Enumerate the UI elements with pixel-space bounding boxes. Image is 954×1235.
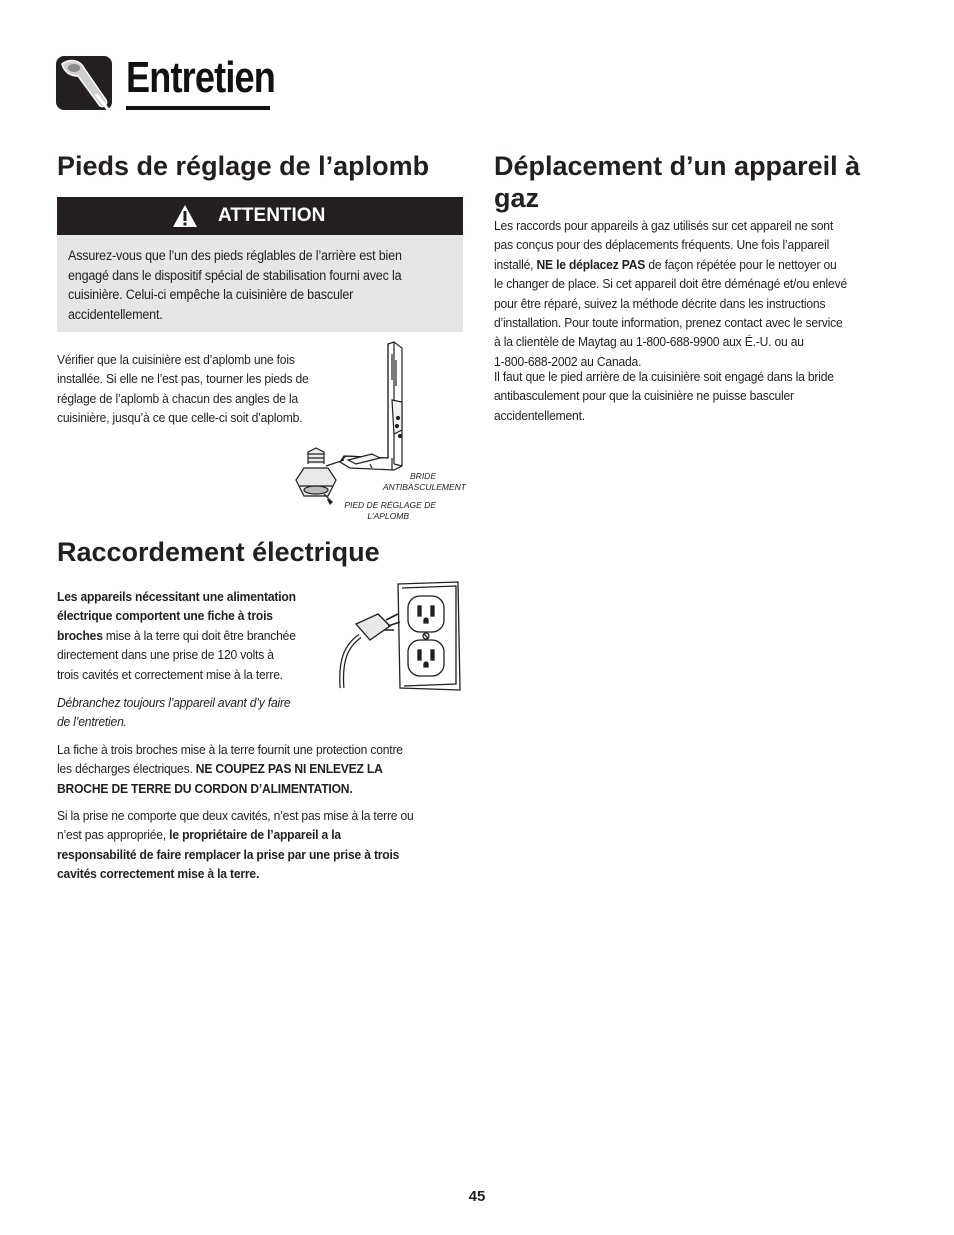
heading-line: Déplacement d’un appareil à — [494, 151, 861, 181]
electrical-paragraph-2 — [57, 740, 466, 798]
attention-line: Assurez-vous que l’un des pieds réglables de l’arrière est bien — [68, 248, 402, 263]
bracket-label-2 — [356, 482, 466, 493]
bold-text: NE COUPEZ PAS NI ENLEVEZ LA — [195, 761, 383, 777]
text-line: Si la prise ne comporte que deux cavités, n’est pas mise à la terre ou — [57, 808, 414, 823]
warning-triangle-icon — [172, 204, 198, 228]
title-underline — [126, 106, 270, 110]
text-line: antibasculement pour que la cuisinière ne puisse basculer — [494, 388, 794, 404]
text-line: Il faut que le pied arrière de la cuisinière soit engagé dans la bride — [494, 369, 834, 384]
text-line: accidentellement. — [494, 407, 585, 423]
text-span: de façon répétée pour le nettoyer ou — [645, 256, 837, 272]
bold-text: broches — [57, 627, 103, 643]
text-line: d’installation. Pour toute information, prenez contact avec le service — [494, 315, 843, 331]
foot-label — [326, 500, 436, 511]
foot-label-2 — [326, 511, 409, 522]
electrical-paragraph-1 — [57, 587, 336, 684]
bold-text: le propriétaire de l’appareil a la — [169, 827, 341, 843]
text-line: pas conçus pour des déplacements fréquents. Une fois l’appareil — [494, 237, 830, 253]
section-heading-electrical: Raccordement électrique — [57, 537, 380, 567]
bold-text: responsabilité de faire remplacer la prise par une prise à trois — [57, 846, 400, 862]
text-line: à la clientèle de Maytag au 1-800-688-9900 aux É.-U. ou au — [494, 334, 804, 350]
text-span: n’est pas appropriée, — [57, 827, 170, 843]
section-heading-leveling: Pieds de réglage de l’aplomb — [57, 151, 430, 181]
section-heading-gas — [494, 150, 914, 214]
bold-text: BROCHE DE TERRE DU CORDON D’ALIMENTATION. — [57, 780, 353, 796]
text-line: installée. Si elle ne l’est pas, tourner les pieds de — [57, 371, 309, 387]
attention-line: accidentellement. — [68, 306, 163, 322]
text-line: cuisinière, jusqu’à ce que celle-ci soit d’aplomb. — [57, 410, 303, 426]
wrench-screwdriver-icon — [56, 54, 114, 112]
text-span: mise à la terre qui doit être branchée — [102, 627, 296, 643]
foot-label-line: PIED DE RÉGLAGE DE — [344, 500, 436, 510]
attention-text — [68, 246, 449, 324]
bold-text: électrique comportent une fiche à trois — [57, 608, 273, 624]
text-line: 1-800-688-2002 au Canada. — [494, 353, 642, 369]
text-line: Les raccords pour appareils à gaz utilisés sur cet appareil ne sont — [494, 218, 834, 233]
text-line: de l’entretien. — [57, 714, 127, 730]
text-span: les décharges électriques. — [57, 761, 196, 777]
attention-label: ATTENTION — [218, 205, 326, 226]
bold-text: NE le déplacez PAS — [536, 256, 646, 272]
gas-paragraph-2 — [494, 367, 903, 425]
bold-text: cavités correctement mise à la terre. — [57, 866, 260, 882]
text-line: directement dans une prise de 120 volts à — [57, 647, 274, 663]
gas-paragraph-1 — [494, 216, 903, 371]
attention-line: engagé dans le dispositif spécial de stabilisation fourni avec la — [68, 267, 402, 283]
electrical-paragraph-3 — [57, 806, 466, 884]
bracket-label — [360, 471, 436, 482]
bracket-label-line: ANTIBASCULEMENT — [382, 482, 466, 492]
bold-text: Les appareils nécessitant une alimentation — [57, 589, 296, 604]
text-line: le changer de place. Si cet appareil doit être déménagé et/ou enlevé — [494, 276, 847, 292]
page-number: 45 — [468, 1188, 486, 1205]
text-line: Débranchez toujours l’appareil avant d’y faire — [57, 695, 291, 710]
text-line: Vérifier que la cuisinière est d’aplomb une fois — [57, 352, 295, 367]
electrical-warning-italic — [57, 693, 336, 732]
bracket-label-line: BRIDE — [410, 471, 436, 481]
text-line: pour être réparé, suivez la méthode décrite dans les instructions — [494, 295, 826, 311]
foot-label-line: L’APLOMB — [367, 511, 409, 521]
text-line: réglage de l’aplomb à chacun des angles de la — [57, 390, 299, 406]
grounded-outlet-plug-illustration — [336, 580, 466, 692]
page-title: Entretien — [126, 53, 275, 102]
text-line: trois cavités et correctement mise à la terre. — [57, 666, 283, 682]
heading-line: gaz — [494, 183, 540, 213]
attention-line: cuisinière. Celui-ci empêche la cuisinière de basculer — [68, 287, 354, 303]
text-span: installé, — [494, 256, 537, 272]
text-line: La fiche à trois broches mise à la terre fournit une protection contre — [57, 742, 403, 757]
